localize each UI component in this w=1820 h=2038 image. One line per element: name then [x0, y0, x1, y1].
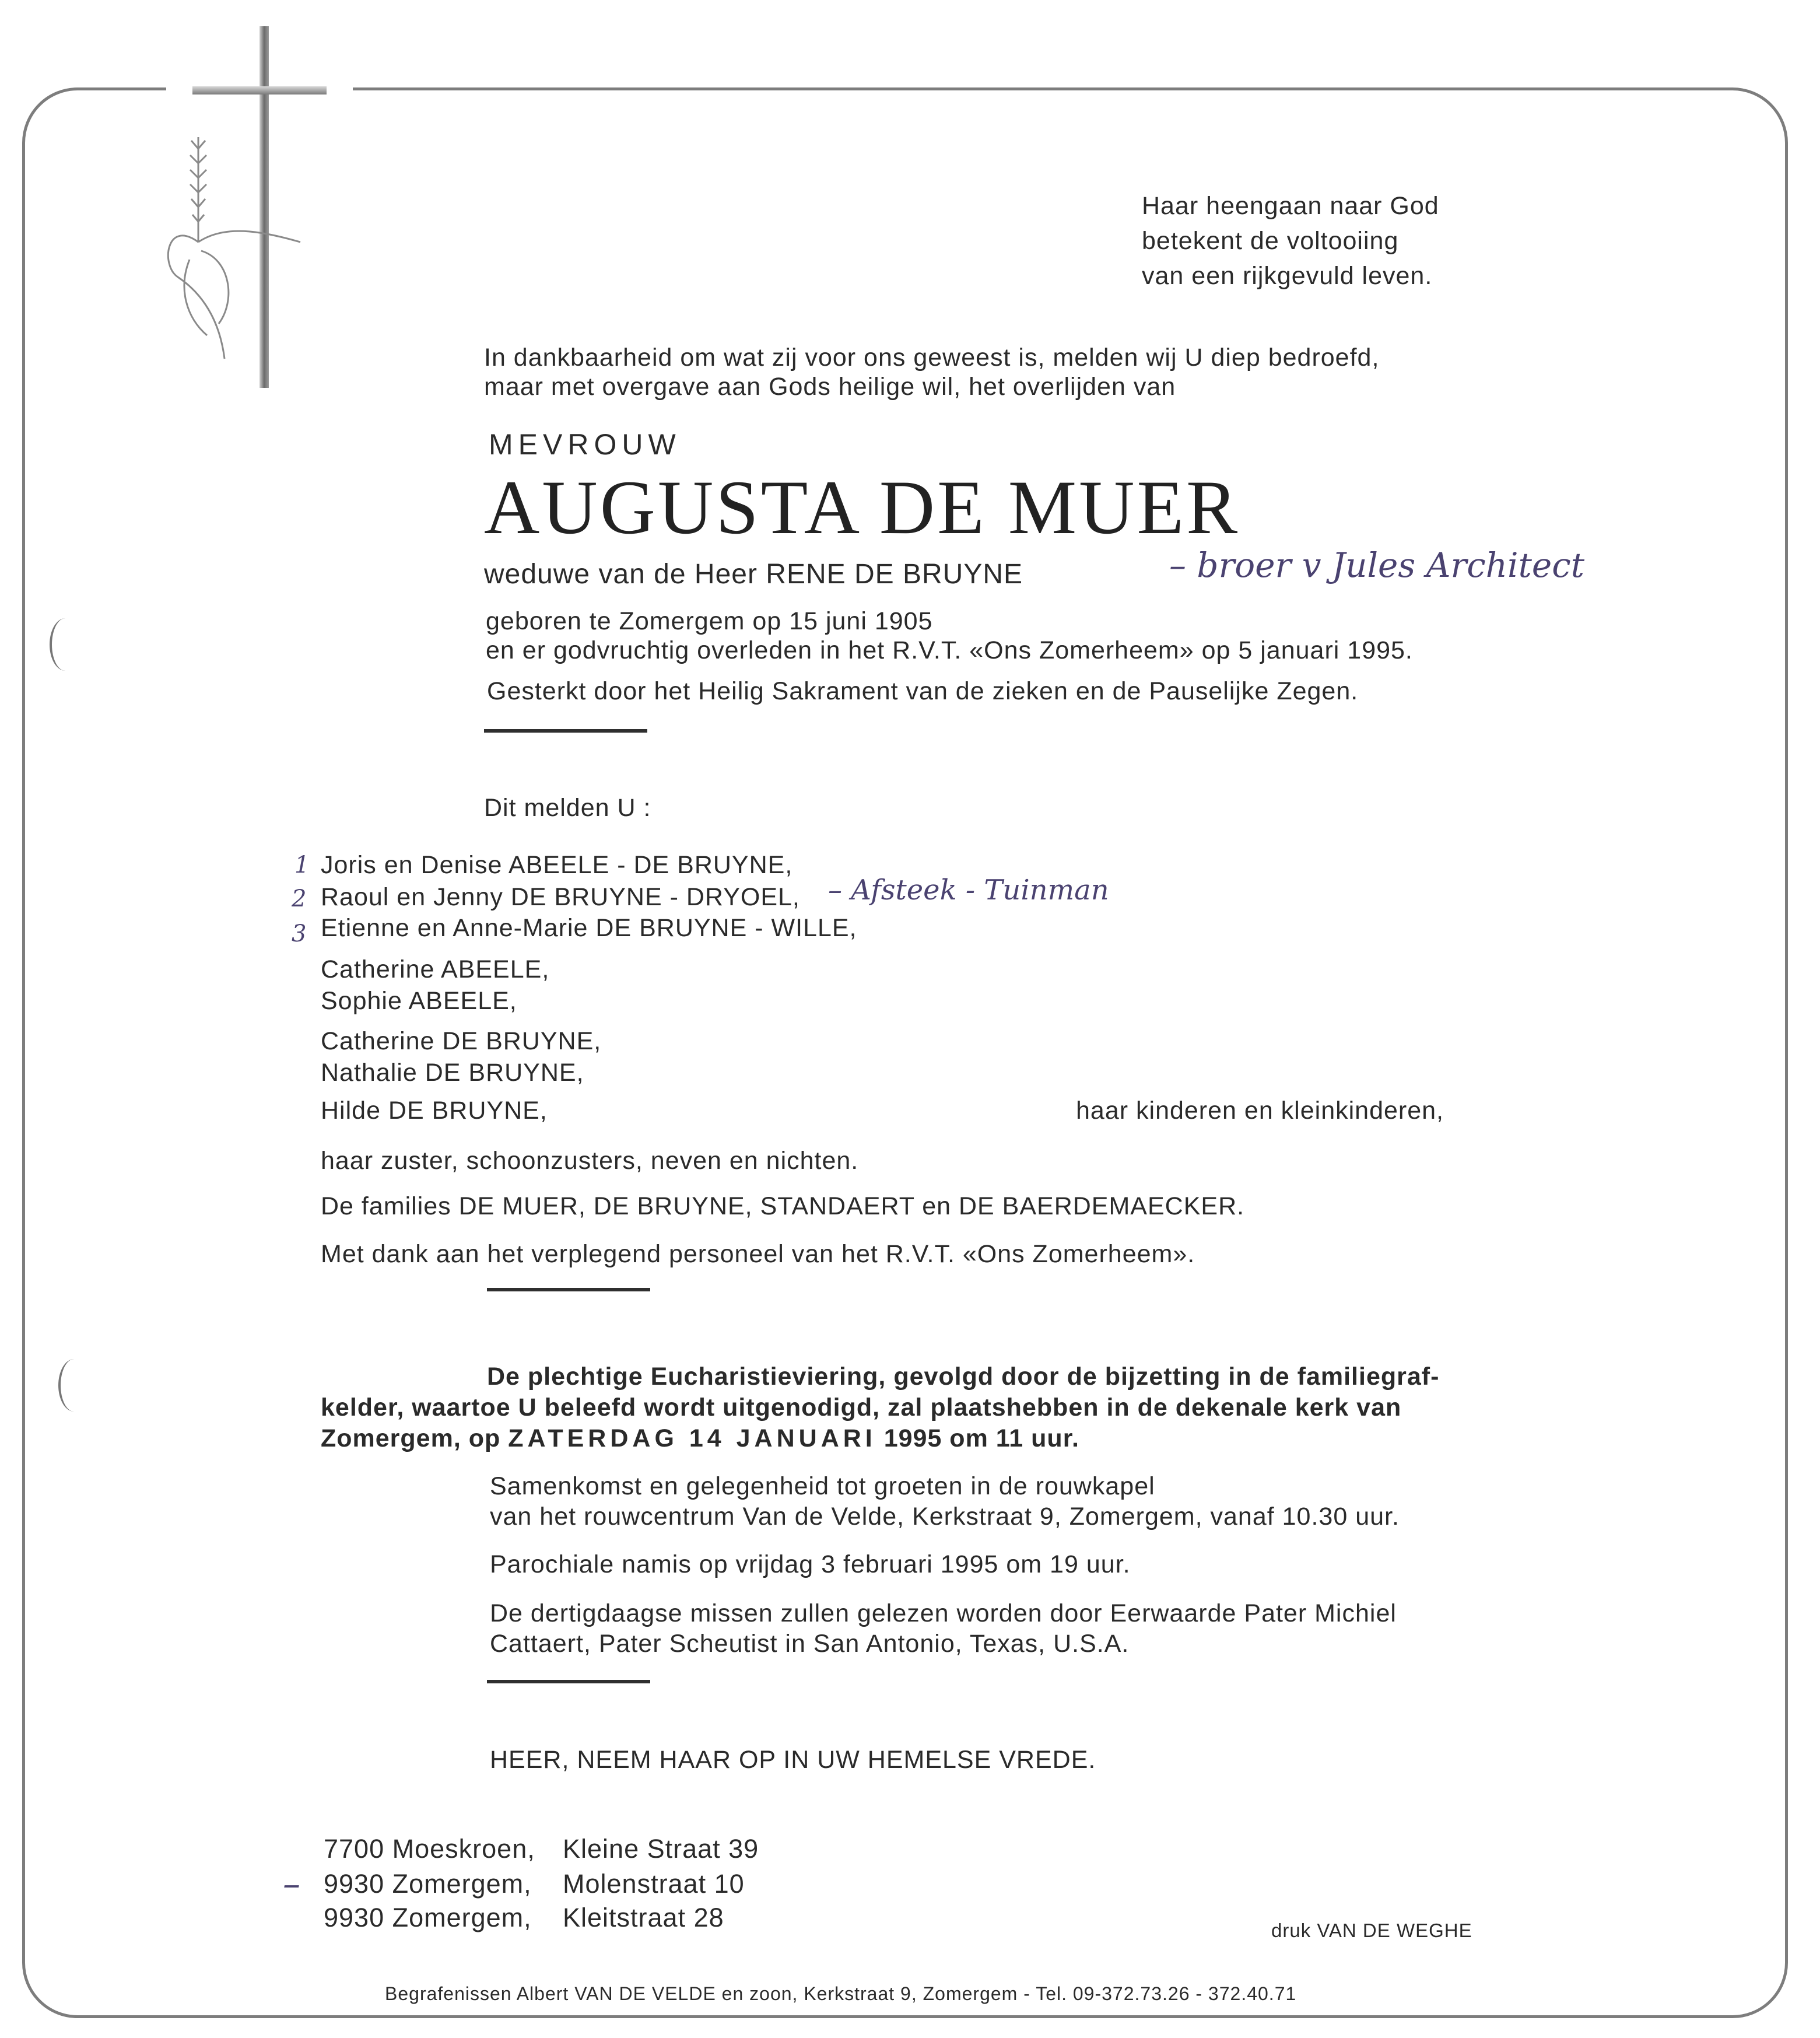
- separator: [487, 1680, 650, 1683]
- gathering-line: Samenkomst en gelegenheid tot groeten in de rouwkapel: [490, 1472, 1155, 1500]
- address-city: 9930 Zomergem,: [324, 1903, 532, 1932]
- address-street: Molenstraat 10: [563, 1869, 745, 1899]
- address-city: 9930 Zomergem,: [324, 1869, 532, 1899]
- ceremony-day: ZATERDAG 14 JANUARI: [508, 1424, 876, 1452]
- families-line: De families DE MUER, DE BRUYNE, STANDAERT en DE BAERDEMAECKER.: [321, 1192, 1245, 1220]
- death-line: en er godvruchtig overleden in het R.V.T. «Ons Zomerheem» op 5 januari 1995.: [486, 636, 1413, 664]
- prayer-line: HEER, NEEM HAAR OP IN UW HEMELSE VREDE.: [490, 1746, 1096, 1774]
- ceremony-line: De plechtige Eucharistieviering, gevolgd door de bijzetting in de familiegraf-: [487, 1363, 1440, 1391]
- family-member: Hilde DE BRUYNE,: [321, 1097, 548, 1125]
- handwritten-number: 1: [294, 852, 310, 878]
- family-member: Catherine ABEELE,: [321, 955, 550, 983]
- ceremony-line: [321, 1421, 1079, 1456]
- handwritten-number: 3: [292, 920, 307, 947]
- family-role: haar kinderen en kleinkinderen,: [1076, 1097, 1444, 1125]
- family-member: Nathalie DE BRUYNE,: [321, 1059, 584, 1087]
- epigraph-line: Haar heengaan naar God: [1142, 192, 1439, 220]
- ceremony-line: kelder, waartoe U beleefd wordt uitgenodigd, zal plaatshebben in de dekenale kerk van: [321, 1393, 1402, 1421]
- separator: [487, 1288, 650, 1291]
- intro-line: maar met overgave aan Gods heilige wil, het overlijden van: [484, 373, 1176, 401]
- spouse-line: weduwe van de Heer RENE DE BRUYNE: [484, 559, 1023, 590]
- separator: [484, 729, 647, 733]
- title-prefix: MEVROUW: [489, 428, 681, 461]
- family-member: Etienne en Anne-Marie DE BRUYNE - WILLE,: [321, 914, 857, 942]
- family-member: Catherine DE BRUYNE,: [321, 1027, 602, 1055]
- ceremony-text: Zomergem, op: [321, 1424, 501, 1452]
- wheat-icon: [155, 125, 318, 370]
- handwritten-note: – Afsteek - Tuinman: [828, 874, 1109, 906]
- address-city: 7700 Moeskroen,: [324, 1834, 535, 1864]
- thirty-day-line: Cattaert, Pater Scheutist in San Antonio, Texas, U.S.A.: [490, 1630, 1130, 1658]
- gathering-line: van het rouwcentrum Van de Velde, Kerkstraat 9, Zomergem, vanaf 10.30 uur.: [490, 1503, 1400, 1531]
- birth-line: geboren te Zomergem op 15 juni 1905: [486, 607, 933, 635]
- printer-credit: druk VAN DE WEGHE: [1271, 1920, 1472, 1941]
- epigraph-line: betekent de voltooiing: [1142, 227, 1399, 255]
- footer-line: Begrafenissen Albert VAN DE VELDE en zoon, Kerkstraat 9, Zomergem - Tel. 09-372.73.26 - 372.40.71: [385, 1983, 1297, 2004]
- ceremony-text: 1995 om 11 uur.: [883, 1424, 1079, 1452]
- address-street: Kleitstraat 28: [563, 1903, 724, 1932]
- mass-line: Parochiale namis op vrijdag 3 februari 1995 om 19 uur.: [490, 1550, 1131, 1578]
- epigraph-line: van een rijkgevuld leven.: [1142, 262, 1433, 290]
- punch-hole: [58, 1359, 90, 1412]
- handwritten-mark: –: [283, 1864, 300, 1904]
- address-street: Kleine Straat 39: [563, 1834, 759, 1864]
- announce-line: Dit melden U :: [484, 794, 651, 822]
- family-member: Sophie ABEELE,: [321, 987, 517, 1015]
- relatives-line: haar zuster, schoonzusters, neven en nichten.: [321, 1147, 859, 1175]
- punch-hole: [50, 618, 81, 671]
- thanks-line: Met dank aan het verplegend personeel van het R.V.T. «Ons Zomerheem».: [321, 1240, 1195, 1268]
- handwritten-number: 2: [292, 885, 307, 912]
- family-member: Joris en Denise ABEELE - DE BRUYNE,: [321, 851, 793, 879]
- family-member: Raoul en Jenny DE BRUYNE - DRYOEL,: [321, 883, 800, 911]
- deceased-name: AUGUSTA DE MUER: [484, 464, 1240, 550]
- thirty-day-line: De dertigdaagse missen zullen gelezen worden door Eerwaarde Pater Michiel: [490, 1599, 1397, 1627]
- intro-line: In dankbaarheid om wat zij voor ons geweest is, melden wij U diep bedroefd,: [484, 344, 1380, 372]
- sacrament-line: Gesterkt door het Heilig Sakrament van de zieken en de Pauselijke Zegen.: [487, 677, 1359, 705]
- handwritten-note: – broer v Jules Architect: [1169, 545, 1585, 585]
